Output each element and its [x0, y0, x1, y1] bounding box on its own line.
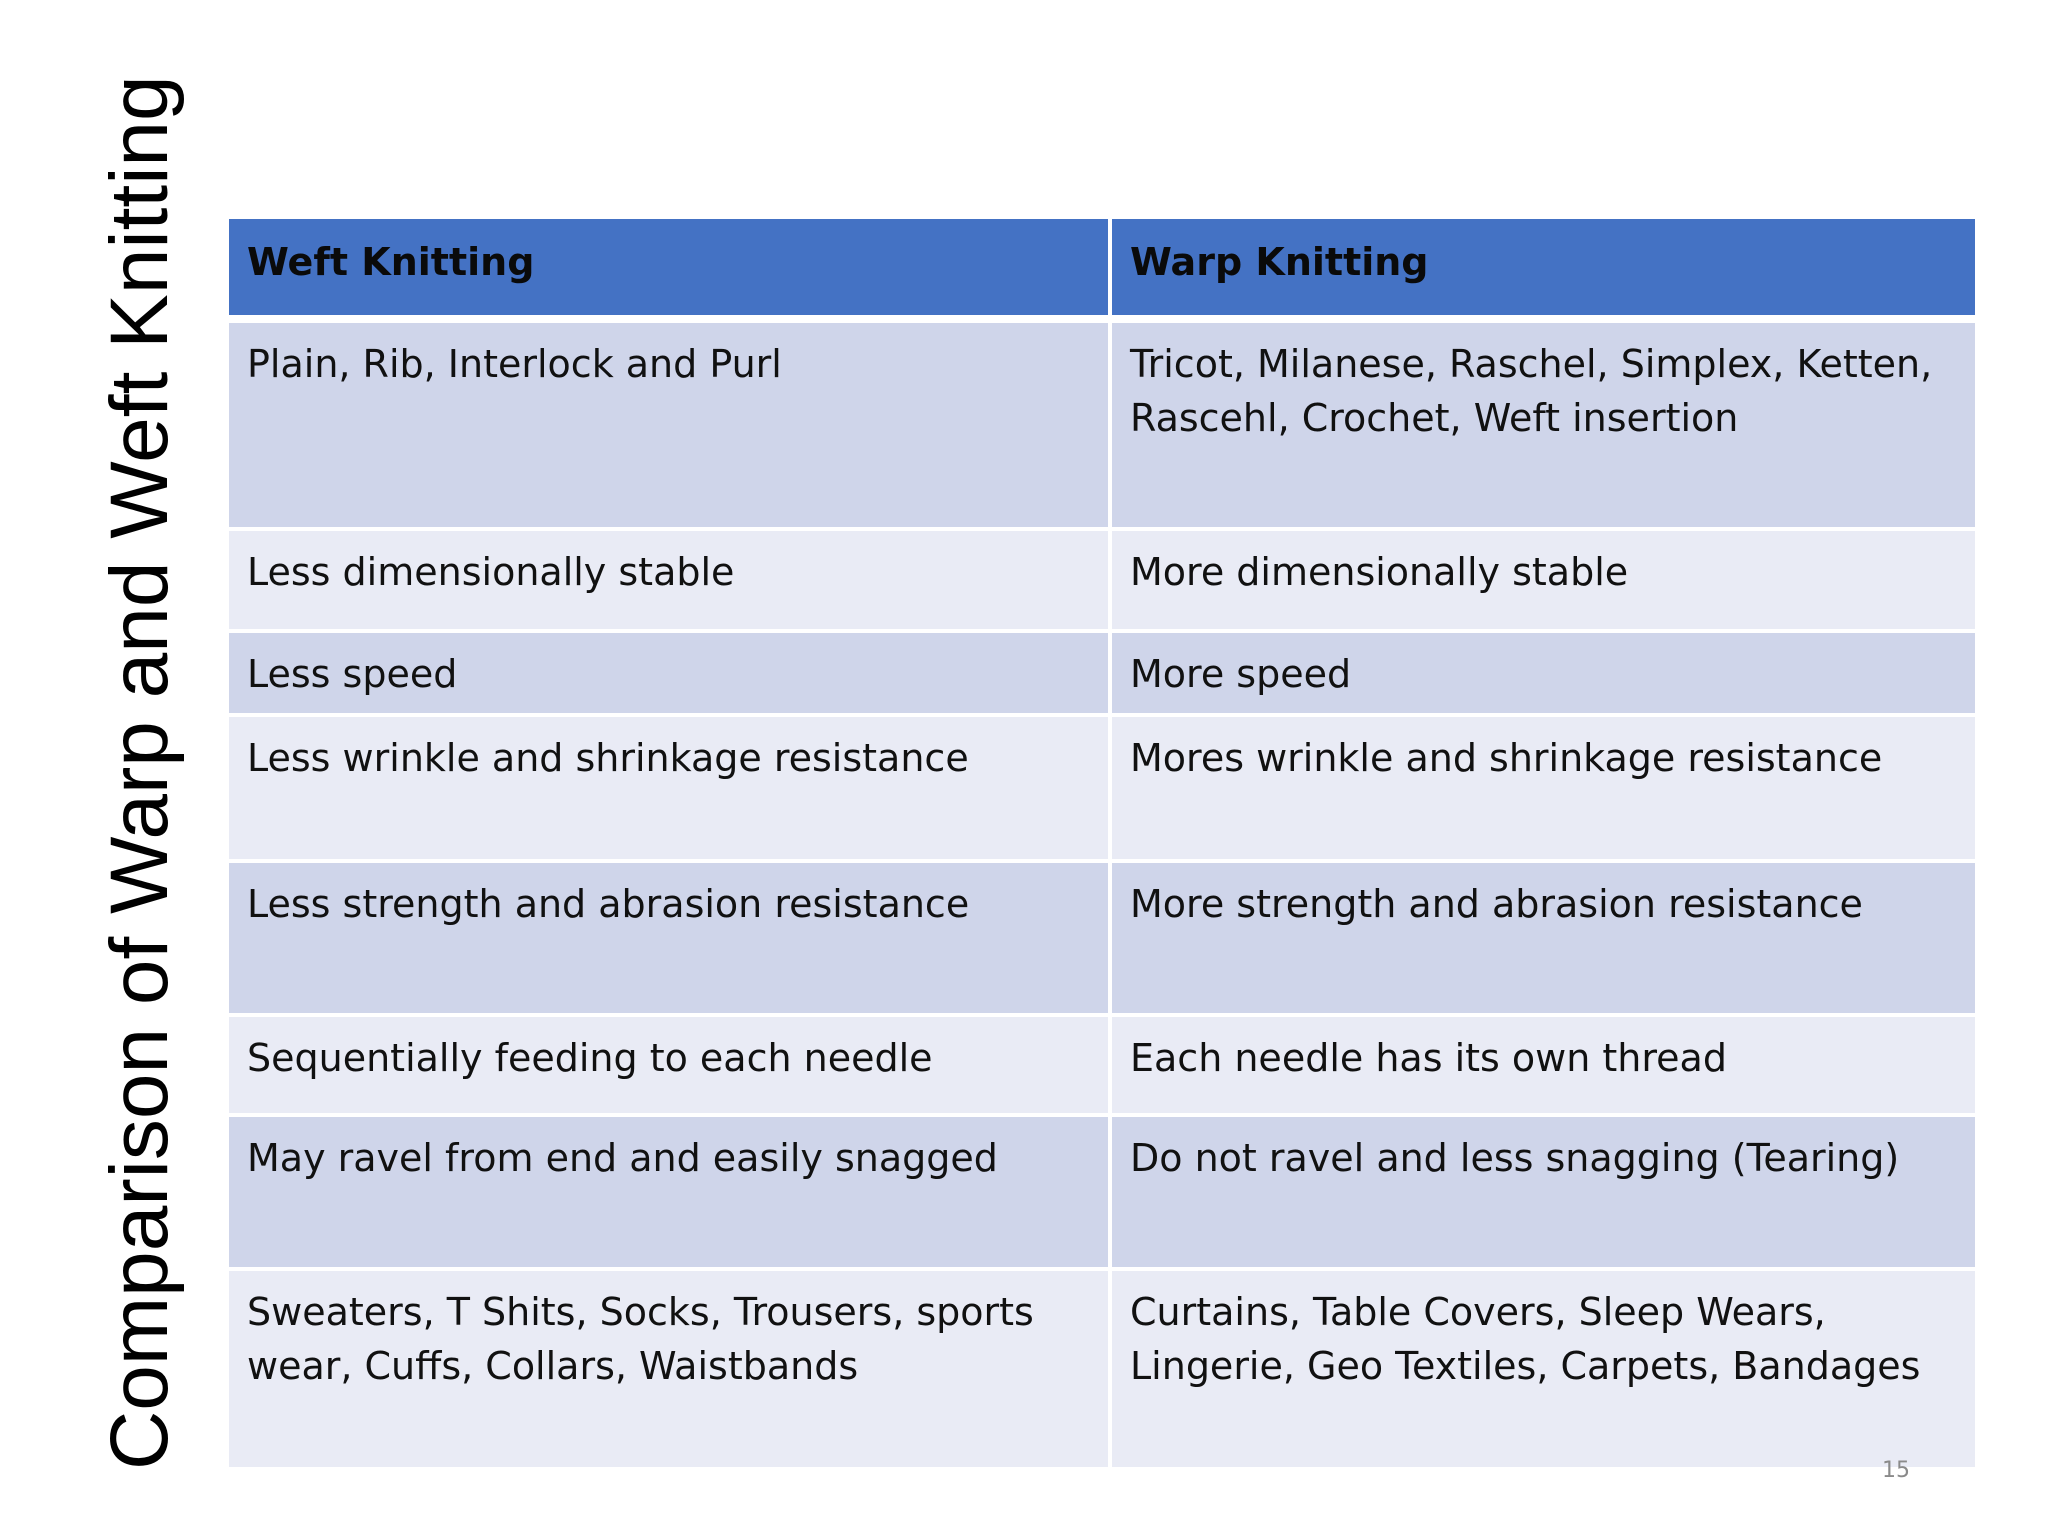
weft-cell: Less strength and abrasion resistance — [227, 861, 1110, 1015]
table-row — [227, 1115, 1977, 1269]
weft-cell: Plain, Rib, Interlock and Purl — [227, 319, 1110, 529]
slide-title: Comparison of Warp and Weft Knitting — [94, 75, 185, 1470]
warp-cell: Tricot, Milanese, Raschel, Simplex, Ketten, Rascehl, Crochet, Weft insertion — [1110, 319, 1977, 529]
weft-cell: Sweaters, T Shits, Socks, Trousers, sports wear, Cuffs, Collars, Waistbands — [227, 1269, 1110, 1469]
table-row — [227, 861, 1977, 1015]
table-header-row — [227, 217, 1977, 319]
weft-cell: Less wrinkle and shrinkage resistance — [227, 715, 1110, 861]
table-row — [227, 631, 1977, 715]
weft-cell: Less dimensionally stable — [227, 529, 1110, 631]
table-row — [227, 1269, 1977, 1469]
warp-cell: Curtains, Table Covers, Sleep Wears, Lingerie, Geo Textiles, Carpets, Bandages — [1110, 1269, 1977, 1469]
weft-cell: May ravel from end and easily snagged — [227, 1115, 1110, 1269]
warp-cell: Each needle has its own thread — [1110, 1015, 1977, 1115]
slide-number: 15 — [1882, 1458, 1910, 1483]
table-row — [227, 319, 1977, 529]
weft-cell: Less speed — [227, 631, 1110, 715]
warp-cell: More speed — [1110, 631, 1977, 715]
warp-cell: More strength and abrasion resistance — [1110, 861, 1977, 1015]
table-row — [227, 1015, 1977, 1115]
table-row — [227, 715, 1977, 861]
header-warp-knitting: Warp Knitting — [1110, 217, 1977, 319]
weft-cell: Sequentially feeding to each needle — [227, 1015, 1110, 1115]
comparison-table — [225, 215, 1979, 1471]
warp-cell: Do not ravel and less snagging (Tearing) — [1110, 1115, 1977, 1269]
table-row — [227, 529, 1977, 631]
warp-cell: More dimensionally stable — [1110, 529, 1977, 631]
header-weft-knitting: Weft Knitting — [227, 217, 1110, 319]
warp-cell: Mores wrinkle and shrinkage resistance — [1110, 715, 1977, 861]
